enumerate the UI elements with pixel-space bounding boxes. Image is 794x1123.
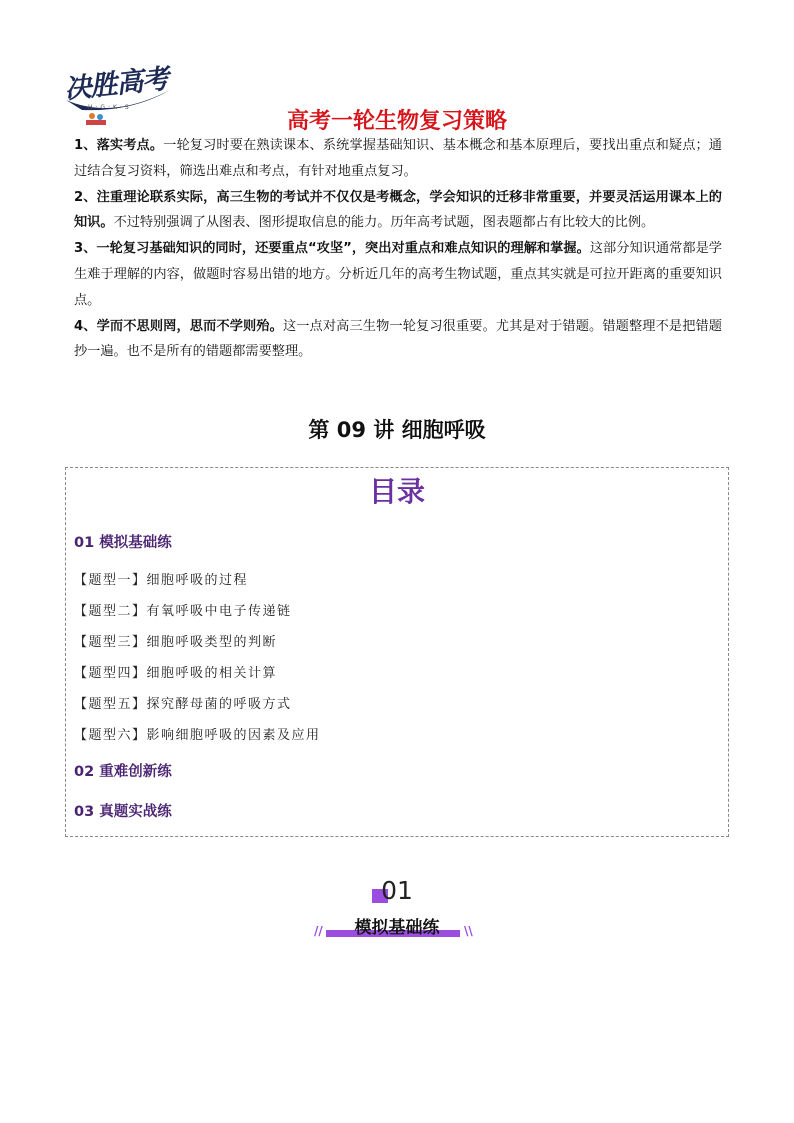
strategy-heading: 1、落实考点。 — [74, 138, 164, 153]
toc-item-link[interactable]: 【题型五】探究酵母菌的呼吸方式 — [74, 697, 292, 712]
toc-item-link[interactable]: 【题型一】细胞呼吸的过程 — [74, 573, 249, 588]
strategy-text: 不过特别强调了从图表、图形提取信息的能力。历年高考试题，图表题都占有比较大的比例。 — [113, 215, 655, 231]
toc-section-link[interactable]: 02 重难创新练 — [74, 764, 172, 780]
strategy-paragraph — [74, 236, 722, 313]
strategy-text: 一轮复习时要在熟读课本、系统掌握基础知识、基本概念和基本原理后，要找出重点和疑点；通过结合复习资料，筛选出难点和考点，有针对地重点复习。 — [74, 138, 722, 179]
strategy-heading: 3、一轮复习基础知识的同时，还要重点“攻坚”，突出对重点和难点知识的理解和掌握。 — [74, 241, 590, 257]
toc-title: 目录 — [368, 475, 425, 508]
toc-section-link[interactable]: 03 真题实战练 — [74, 804, 172, 820]
strategy-heading: 4、学而不思则罔，思而不学则殆。 — [74, 318, 283, 334]
banner-right-mark: \\ — [464, 924, 473, 938]
strategy-paragraph — [74, 314, 722, 366]
strategy-heading: 2、注重理论联系实际，高三生物的考试并不仅仅是考概念，学会知识的迁移非常重要，并要灵活运用课本上的知识。 — [74, 189, 722, 231]
logo-text: 决胜高考 — [62, 63, 170, 106]
toc-section-link[interactable]: 01 模拟基础练 — [74, 535, 172, 551]
banner-left-mark: // — [314, 924, 323, 938]
section-label: 模拟基础练 — [354, 918, 440, 938]
logo-subtext: H·G·K·S — [88, 104, 132, 111]
strategy-text: 这一点对高三生物一轮复习很重要。尤其是对于错题。错题整理不是把错题抄一遍。也不是所有的错题都需要整理。 — [74, 318, 722, 360]
strategy-text: 这部分知识通常都是学生难于理解的内容，做题时容易出错的地方。分析近几年的高考生物试题，重点其实就是可拉开距离的重要知识点。 — [74, 241, 722, 308]
toc-item-link[interactable]: 【题型六】影响细胞呼吸的因素及应用 — [74, 728, 321, 743]
section-number: 01 — [381, 876, 413, 905]
strategy-list — [74, 133, 722, 365]
table-of-contents — [65, 467, 729, 837]
page-title: 高考一轮生物复习策略 — [286, 109, 507, 134]
toc-item-link[interactable]: 【题型四】细胞呼吸的相关计算 — [74, 666, 278, 681]
toc-item-link[interactable]: 【题型三】细胞呼吸类型的判断 — [74, 635, 278, 650]
strategy-paragraph — [74, 133, 722, 185]
toc-item-link[interactable]: 【题型二】有氧呼吸中电子传递链 — [74, 604, 292, 619]
strategy-paragraph — [74, 185, 722, 237]
lecture-title: 第 09 讲 细胞呼吸 — [308, 418, 486, 442]
